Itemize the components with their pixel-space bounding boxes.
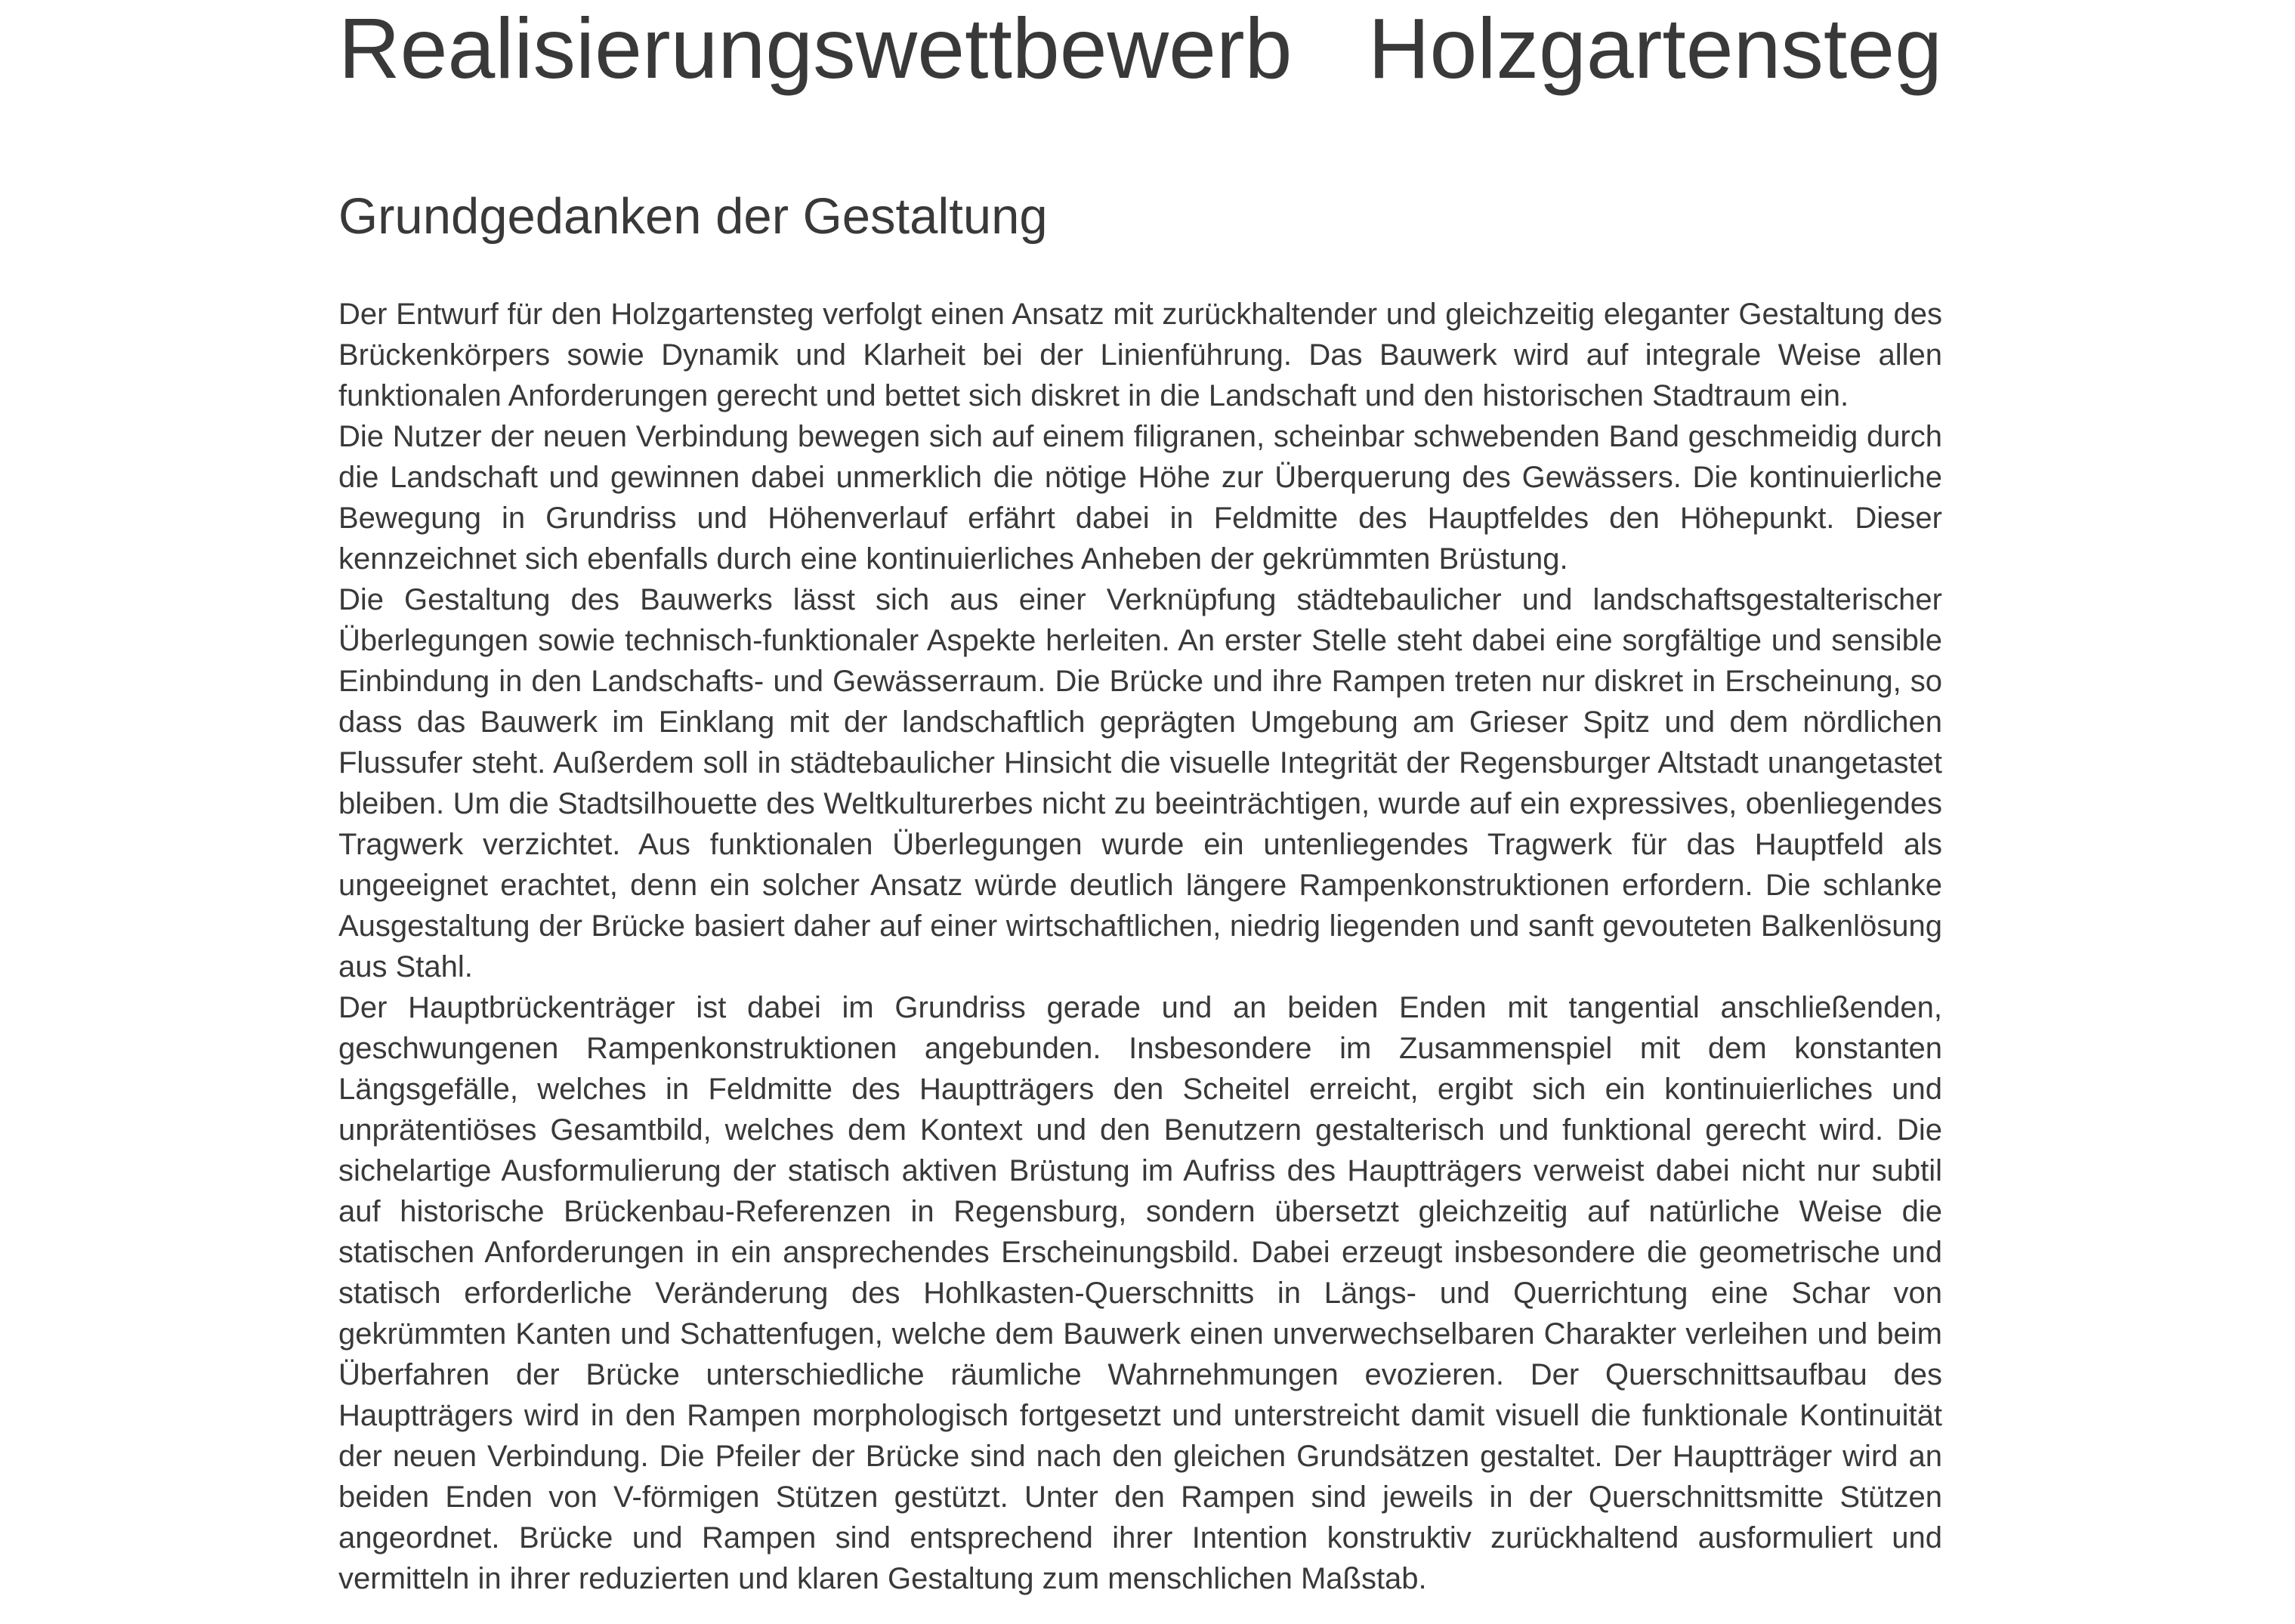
paragraph-design-approach: Der Entwurf für den Holzgartensteg verfolgt einen Ansatz mit zurückhaltender und gleichzeitig eleganter Gestaltung des Brückenkörpers sowie Dynamik und Klarheit bei der Linienführung. Das Bauwerk wird auf integrale Weise allen funktionalen Anforderungen gerecht und bettet sich diskret in die Landschaft und den historischen Stadtraum ein. [338,298,1942,412]
paragraph-user-experience: Die Nutzer der neuen Verbindung bewegen sich auf einem filigranen, scheinbar schwebenden Band geschmeidig durch die Landschaft und gewinnen dabei unmerklich die nötige Höhe zur Überquerung des Gewässers. Die kontinuierliche Bewegung in Grundriss und Höhenverlauf erfährt dabei in Feldmitte des Hauptfeldes den Höhepunkt. Dieser kennzeichnet sich ebenfalls durch eine kontinuierliches Anheben der gekrümmten Brüstung. [338,420,1942,576]
paragraph-urban-landscape-integration: Die Gestaltung des Bauwerks lässt sich aus einer Verknüpfung städtebaulicher und landschaftsgestalterischer Überlegungen sowie technisch-funktionaler Aspekte herleiten. An erster Stelle steht dabei eine sorgfältige und sensible Einbindung in den Landschafts- und Gewässerraum. Die Brücke und ihre Rampen treten nur diskret in Erscheinung, so dass das Bauwerk im Einklang mit der landschaftlich geprägten Umgebung am Grieser Spitz und dem nördlichen Flussufer steht. Außerdem soll in städtebaulicher Hinsicht die visuelle Integrität der Regensburger Altstadt unangetastet bleiben. Um die Stadtsilhouette des Weltkulturerbes nicht zu beeinträchtigen, wurde auf ein expressives, obenliegendes Tragwerk verzichtet. Aus funktionalen Überlegungen wurde ein untenliegendes Tragwerk für das Hauptfeld als ungeeignet erachtet, denn ein solcher Ansatz würde deutlich längere Rampenkonstruktionen erfordern. Die schlanke Ausgestaltung der Brücke basiert daher auf einer wirtschaftlichen, niedrig liegenden und sanft gevouteten Balkenlösung aus Stahl. [338,583,1942,983]
page-title: Realisierungswettbewerb Holzgartensteg [338,1,1942,96]
section-heading: Grundgedanken der Gestaltung [338,188,1048,245]
document-page [338,0,1942,1599]
body-text [338,294,1942,1599]
paragraph-structural-design: Der Hauptbrückenträger ist dabei im Grundriss gerade und an beiden Enden mit tangential anschließenden, geschwungenen Rampenkonstruktionen angebunden. Insbesondere im Zusammenspiel mit dem konstanten Längsgefälle, welches in Feldmitte des Hauptträgers den Scheitel erreicht, ergibt sich ein kontinuierliches und unprätentiöses Gesamtbild, welches dem Kontext und den Benutzern gestalterisch und funktional gerecht wird. Die sichelartige Ausformulierung der statisch aktiven Brüstung im Aufriss des Hauptträgers verweist dabei nicht nur subtil auf historische Brückenbau-Referenzen in Regensburg, sondern übersetzt gleichzeitig auf natürliche Weise die statischen Anforderungen in ein ansprechendes Erscheinungsbild. Dabei erzeugt insbesondere die geometrische und statisch erforderliche Veränderung des Hohlkasten-Querschnitts in Längs- und Querrichtung eine Schar von gekrümmten Kanten und Schattenfugen, welche dem Bauwerk einen unverwechselbaren Charakter verleihen und beim Überfahren der Brücke unterschiedliche räumliche Wahrnehmungen evozieren. Der Querschnittsaufbau des Hauptträgers wird in den Rampen morphologisch fortgesetzt und unterstreicht damit visuell die funktionale Kontinuität der neuen Verbindung. Die Pfeiler der Brücke sind nach den gleichen Grundsätzen gestaltet. Der Hauptträger wird an beiden Enden von V-förmigen Stützen gestützt. Unter den Rampen sind jeweils in der Querschnittsmitte Stützen angeordnet. Brücke und Rampen sind entsprechend ihrer Intention konstruktiv zurückhaltend ausformuliert und vermitteln in ihrer reduzierten und klaren Gestaltung zum menschlichen Maßstab. [338,991,1942,1595]
